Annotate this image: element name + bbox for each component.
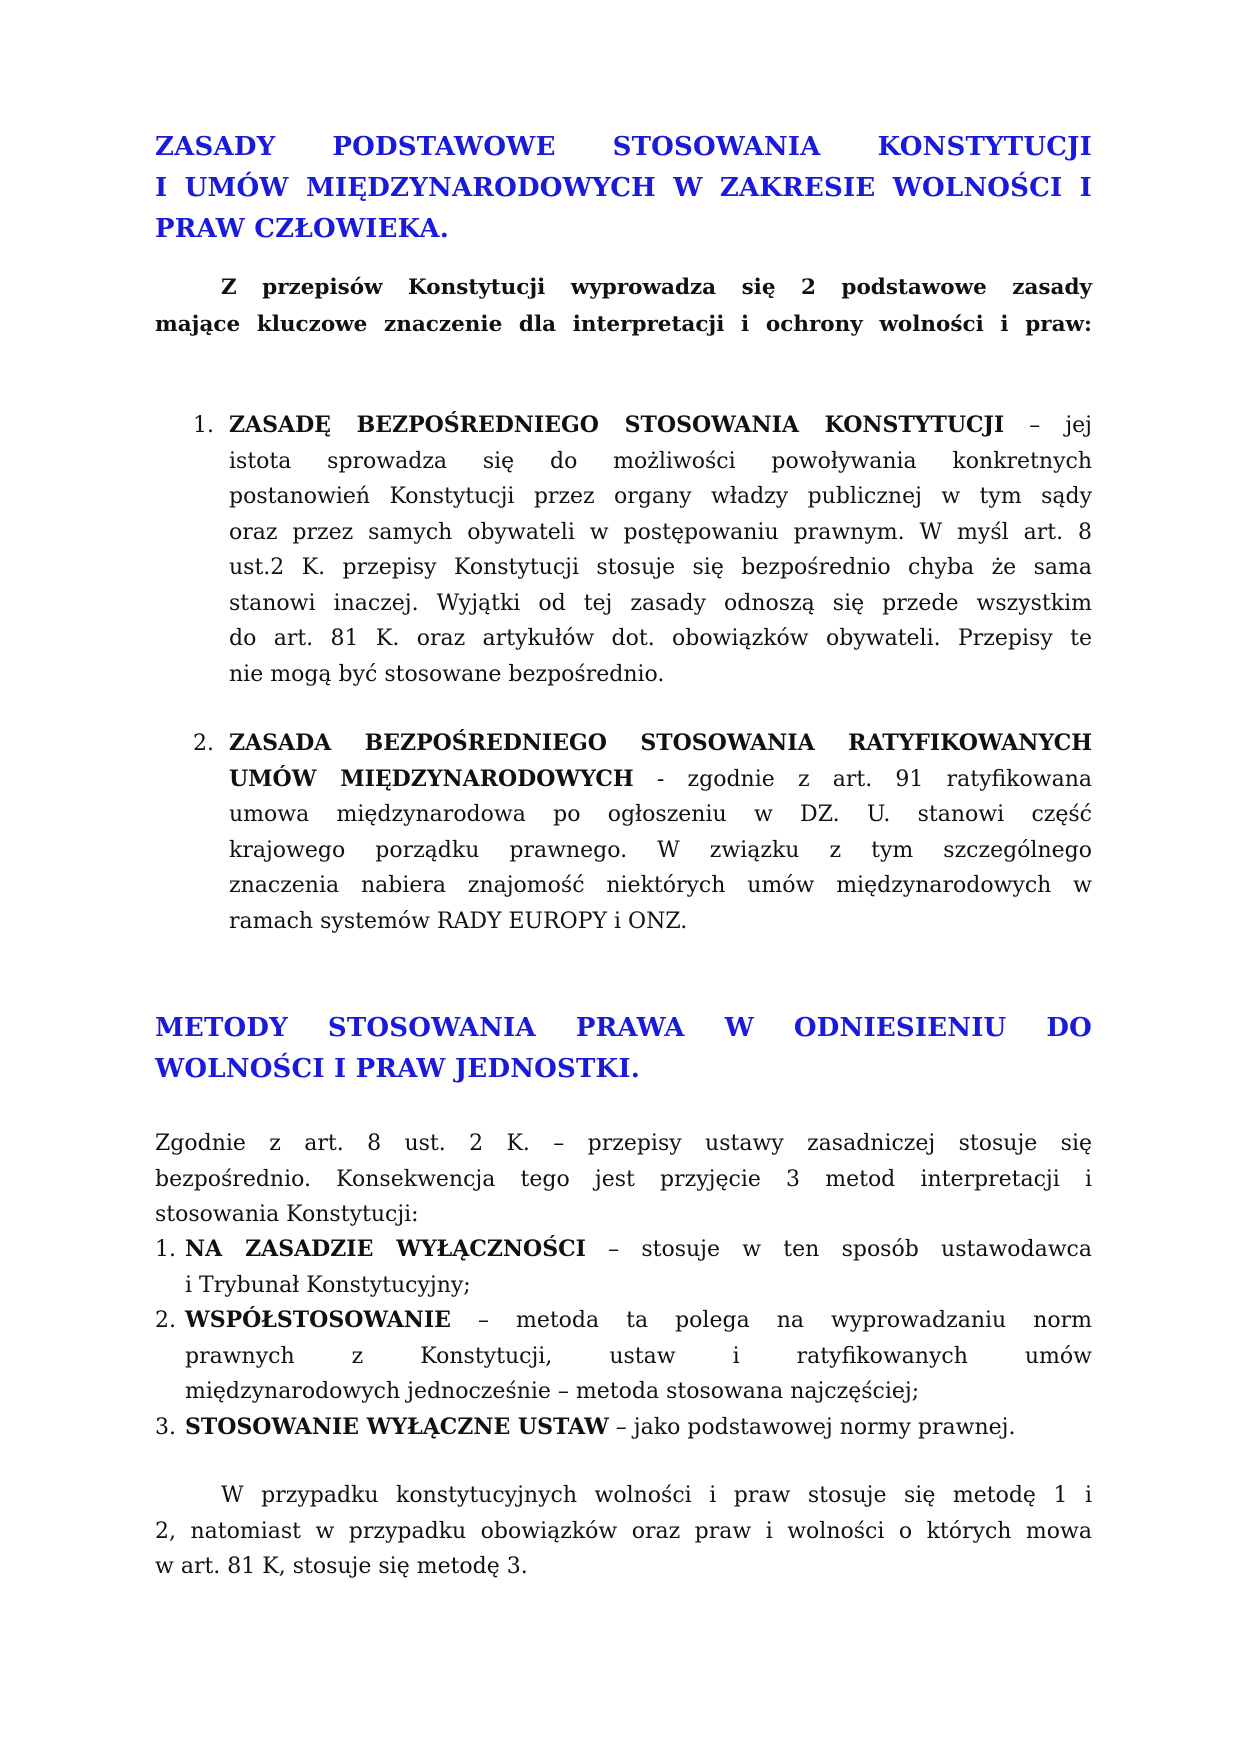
item-line: oraz przez samych obywateli w postępowaniu prawnym. W myśl art. 8 <box>229 519 1092 545</box>
item-line: umowa międzynarodowa po ogłoszeniu w DZ. U. stanowi część <box>229 802 1092 827</box>
heading-line: PRAW CZŁOWIEKA. <box>155 214 450 244</box>
item-line: postanowień Konstytucji przez organy władzy publicznej w tym sądy <box>229 484 1092 509</box>
intro-line: Z przepisów Konstytucji wyprowadza się 2 podstawowe zasady <box>221 275 1092 300</box>
intro-line: stosowania Konstytucji: <box>155 1202 419 1227</box>
methods-list <box>155 1232 1092 1445</box>
method-line: prawnych z Konstytucji, ustaw i ratyfikowanych umów <box>185 1343 1092 1369</box>
principle-item-1 <box>193 408 1092 692</box>
conclusion-line: 2, natomiast w przypadku obowiązków oraz praw i wolności o których mowa <box>155 1518 1092 1544</box>
item-line: do art. 81 K. oraz artykułów dot. obowiązków obywateli. Przepisy te <box>229 626 1092 651</box>
item-number: 1. <box>193 413 214 438</box>
heading-line: ZASADY PODSTAWOWE STOSOWANIA KONSTYTUCJI <box>155 132 1092 162</box>
item-title: ZASADĘ BEZPOŚREDNIEGO STOSOWANIA KONSTYTUCJI <box>229 412 1005 438</box>
method-number: 2. <box>155 1308 176 1333</box>
item-title: UMÓW MIĘDZYNARODOWYCH <box>229 765 634 792</box>
item-first-line: ZASADĘ BEZPOŚREDNIEGO STOSOWANIA KONSTYTUCJI – jej <box>229 412 1092 438</box>
heading-line: I UMÓW MIĘDZYNARODOWYCH W ZAKRESIE WOLNOŚCI I <box>155 173 1092 203</box>
item-title-line <box>229 726 1092 762</box>
section1-intro <box>155 269 1092 343</box>
conclusion-paragraph <box>155 1478 1092 1585</box>
principle-item-2 <box>193 726 1092 939</box>
item-second-line: UMÓW MIĘDZYNARODOWYCH - zgodnie z art. 91 ratyfikowana <box>229 765 1092 792</box>
item-line: stanowi inaczej. Wyjątki od tej zasady odnoszą się przede wszystkim <box>229 590 1092 616</box>
item-line: znaczenia nabiera znajomość niektórych umów międzynarodowych w <box>229 873 1092 898</box>
conclusion-line: W przypadku konstytucyjnych wolności i praw stosuje się metodę 1 i <box>221 1483 1092 1508</box>
item-line: istota sprowadza się do możliwości powoływania konkretnych <box>229 448 1092 474</box>
item-number: 2. <box>193 731 214 756</box>
method-line: międzynarodowych jednocześnie – metoda stosowana najczęściej; <box>185 1379 920 1404</box>
method-title: WSPÓŁSTOSOWANIE <box>185 1307 451 1333</box>
heading-line: METODY STOSOWANIA PRAWA W ODNIESIENIU DO <box>155 1013 1092 1043</box>
method-number: 1. <box>155 1237 176 1262</box>
section2-intro <box>155 1126 1092 1233</box>
item-line: krajowego porządku prawnego. W związku z tym szczególnego <box>229 837 1092 863</box>
section2-heading <box>155 1008 1092 1090</box>
intro-line: Zgodnie z art. 8 ust. 2 K. – przepisy ustawy zasadniczej stosuje się <box>155 1131 1092 1156</box>
heading-line: WOLNOŚCI I PRAW JEDNOSTKI. <box>155 1054 640 1084</box>
method-line: i Trybunał Konstytucyjny; <box>185 1272 471 1298</box>
section1-heading <box>155 127 1092 250</box>
method-item-3: 3. STOSOWANIE WYŁĄCZNE USTAW – jako podstawowej normy prawnej. <box>155 1410 1092 1446</box>
item-line: ust.2 K. przepisy Konstytucji stosuje się bezpośrednio chyba że sama <box>229 555 1092 580</box>
method-title: STOSOWANIE WYŁĄCZNE USTAW <box>185 1413 609 1440</box>
intro-line: bezpośrednio. Konsekwencja tego jest przyjęcie 3 metod interpretacji i <box>155 1166 1092 1192</box>
method-title: NA ZASADZIE WYŁĄCZNOŚCI <box>185 1236 586 1262</box>
method-item-1: 1. NA ZASADZIE WYŁĄCZNOŚCI – stosuje w ten sposób ustawodawca i Trybunał Konstytucyjny; <box>155 1232 1092 1303</box>
method-number: 3. <box>155 1414 176 1440</box>
item-line: ramach systemów RADY EUROPY i ONZ. <box>229 908 688 934</box>
item-title: ZASADA BEZPOŚREDNIEGO STOSOWANIA RATYFIKOWANYCH <box>229 730 1092 756</box>
intro-line: mające kluczowe znaczenie dla interpretacji i ochrony wolności i praw: <box>155 312 1092 337</box>
conclusion-line: w art. 81 K, stosuje się metodę 3. <box>155 1554 528 1579</box>
method-item-2: 2. WSPÓŁSTOSOWANIE – metoda ta polega na wyprowadzaniu norm prawnych z Konstytucji, ustaw i ratyfikowanych umów międzynarodowych jednocześnie – metoda stosowana najczęściej; <box>155 1303 1092 1410</box>
item-line: nie mogą być stosowane bezpośrednio. <box>229 661 665 687</box>
